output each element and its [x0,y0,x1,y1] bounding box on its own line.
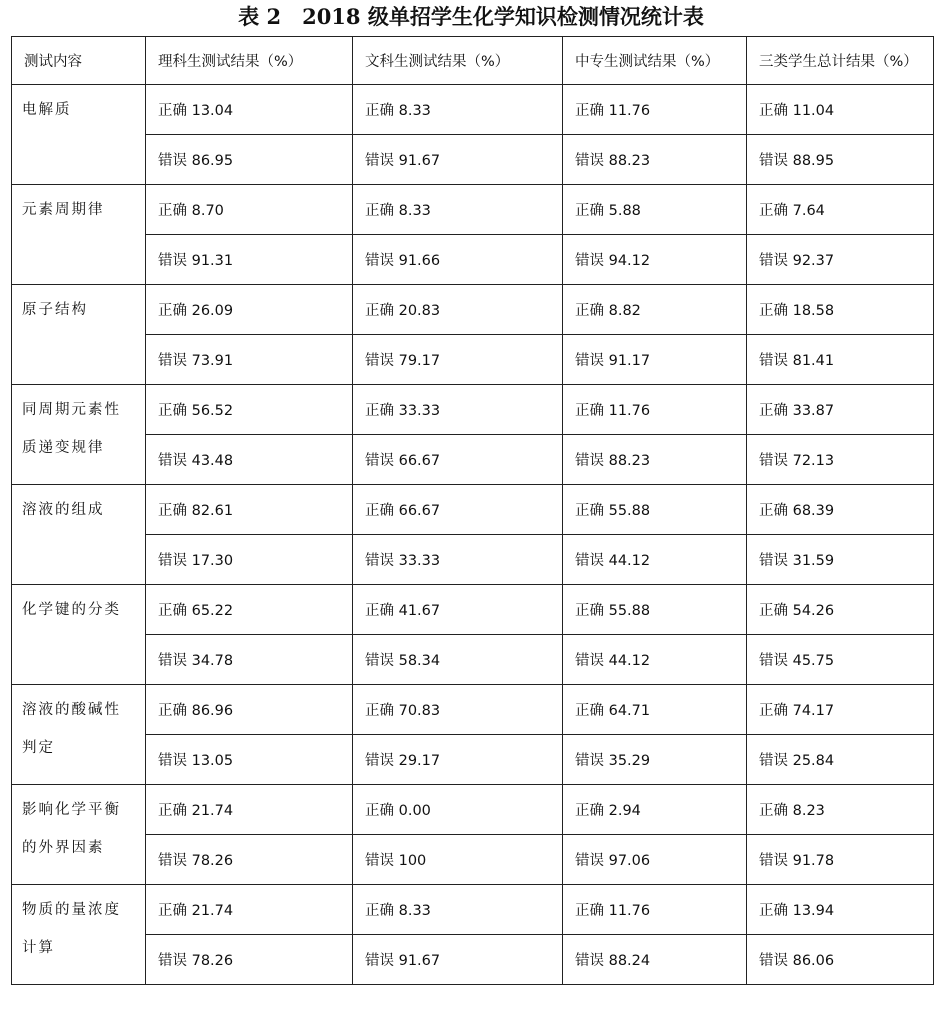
wrong-value-cell: 错误 45.75 [747,635,934,685]
wrong-value-cell: 错误 92.37 [747,235,934,285]
table-row [12,735,934,785]
wrong-value-cell: 错误 100 [353,835,563,885]
table-row [12,285,934,335]
topic-label: 的外界因素 [22,840,105,856]
topic-cell [12,485,146,585]
correct-value-cell: 正确 11.76 [563,85,747,135]
correct-value-cell: 正确 8.23 [747,785,934,835]
wrong-value-cell: 错误 35.29 [563,735,747,785]
topic-cell [12,785,146,885]
wrong-value-cell: 错误 34.78 [146,635,353,685]
wrong-value-cell: 错误 73.91 [146,335,353,385]
wrong-value-cell: 错误 58.34 [353,635,563,685]
header-total: 三类学生总计结果（%） [747,37,934,85]
topic-cell [12,85,146,185]
correct-value-cell: 正确 68.39 [747,485,934,535]
correct-value-cell: 正确 56.52 [146,385,353,435]
correct-value-cell: 正确 21.74 [146,785,353,835]
table-row [12,235,934,285]
correct-value-cell: 正确 13.04 [146,85,353,135]
correct-value-cell: 正确 11.76 [563,885,747,935]
wrong-value-cell: 错误 88.95 [747,135,934,185]
wrong-value-cell: 错误 66.67 [353,435,563,485]
correct-value-cell: 正确 54.26 [747,585,934,635]
correct-value-cell: 正确 5.88 [563,185,747,235]
topic-cell [12,685,146,785]
topic-label: 质递变规律 [22,440,105,456]
table-row [12,185,934,235]
correct-value-cell: 正确 33.87 [747,385,934,435]
correct-value-cell: 正确 65.22 [146,585,353,635]
table-row [12,135,934,185]
wrong-value-cell: 错误 91.67 [353,135,563,185]
wrong-value-cell: 错误 91.31 [146,235,353,285]
table-row [12,385,934,435]
table-title: 表 2 2018 级单招学生化学知识检测情况统计表 [238,4,704,29]
correct-value-cell: 正确 13.94 [747,885,934,935]
correct-value-cell: 正确 41.67 [353,585,563,635]
wrong-value-cell: 错误 91.67 [353,935,563,985]
correct-value-cell: 正确 20.83 [353,285,563,335]
wrong-value-cell: 错误 81.41 [747,335,934,385]
wrong-value-cell: 错误 88.23 [563,135,747,185]
wrong-value-cell: 错误 31.59 [747,535,934,585]
table-row [12,685,934,735]
table-row [12,485,934,535]
wrong-value-cell: 错误 79.17 [353,335,563,385]
correct-value-cell: 正确 33.33 [353,385,563,435]
topic-label: 影响化学平衡 [22,802,121,818]
table-row [12,635,934,685]
topic-label: 化学键的分类 [22,602,121,618]
wrong-value-cell: 错误 86.06 [747,935,934,985]
header-science: 理科生测试结果（%） [146,37,353,85]
table-row [12,785,934,835]
correct-value-cell: 正确 82.61 [146,485,353,535]
correct-value-cell: 正确 8.33 [353,185,563,235]
topic-cell [12,885,146,985]
table-row [12,935,934,985]
correct-value-cell: 正确 86.96 [146,685,353,735]
header-row [12,37,934,85]
correct-value-cell: 正确 8.33 [353,885,563,935]
wrong-value-cell: 错误 91.17 [563,335,747,385]
correct-value-cell: 正确 11.04 [747,85,934,135]
header-vocational: 中专生测试结果（%） [563,37,747,85]
statistics-table [11,36,934,985]
topic-label: 溶液的酸碱性 [22,702,121,718]
wrong-value-cell: 错误 78.26 [146,835,353,885]
topic-label: 同周期元素性 [22,402,121,418]
correct-value-cell: 正确 55.88 [563,485,747,535]
topic-label: 判定 [22,740,55,756]
table-row [12,535,934,585]
correct-value-cell: 正确 66.67 [353,485,563,535]
correct-value-cell: 正确 7.64 [747,185,934,235]
correct-value-cell: 正确 0.00 [353,785,563,835]
table-body [12,85,934,985]
topic-cell [12,585,146,685]
topic-label: 计算 [22,940,55,956]
table-row [12,335,934,385]
correct-value-cell: 正确 8.82 [563,285,747,335]
correct-value-cell: 正确 2.94 [563,785,747,835]
wrong-value-cell: 错误 88.24 [563,935,747,985]
wrong-value-cell: 错误 91.66 [353,235,563,285]
table-row [12,435,934,485]
table-row [12,885,934,935]
correct-value-cell: 正确 64.71 [563,685,747,735]
topic-cell [12,285,146,385]
table-row [12,835,934,885]
correct-value-cell: 正确 70.83 [353,685,563,735]
wrong-value-cell: 错误 43.48 [146,435,353,485]
correct-value-cell: 正确 8.33 [353,85,563,135]
wrong-value-cell: 错误 33.33 [353,535,563,585]
topic-label: 元素周期律 [22,202,105,218]
wrong-value-cell: 错误 72.13 [747,435,934,485]
correct-value-cell: 正确 55.88 [563,585,747,635]
wrong-value-cell: 错误 97.06 [563,835,747,885]
table-row [12,85,934,135]
wrong-value-cell: 错误 29.17 [353,735,563,785]
wrong-value-cell: 错误 88.23 [563,435,747,485]
correct-value-cell: 正确 74.17 [747,685,934,735]
correct-value-cell: 正确 11.76 [563,385,747,435]
wrong-value-cell: 错误 78.26 [146,935,353,985]
correct-value-cell: 正确 26.09 [146,285,353,335]
topic-label: 电解质 [22,102,72,118]
correct-value-cell: 正确 18.58 [747,285,934,335]
topic-cell [12,385,146,485]
wrong-value-cell: 错误 86.95 [146,135,353,185]
header-topic: 测试内容 [12,37,146,85]
topic-label: 物质的量浓度 [22,902,121,918]
table-row [12,585,934,635]
wrong-value-cell: 错误 13.05 [146,735,353,785]
topic-label: 溶液的组成 [22,502,105,518]
wrong-value-cell: 错误 25.84 [747,735,934,785]
correct-value-cell: 正确 8.70 [146,185,353,235]
wrong-value-cell: 错误 17.30 [146,535,353,585]
wrong-value-cell: 错误 94.12 [563,235,747,285]
correct-value-cell: 正确 21.74 [146,885,353,935]
wrong-value-cell: 错误 44.12 [563,535,747,585]
topic-label: 原子结构 [22,302,88,318]
header-liberal-arts: 文科生测试结果（%） [353,37,563,85]
wrong-value-cell: 错误 91.78 [747,835,934,885]
wrong-value-cell: 错误 44.12 [563,635,747,685]
topic-cell [12,185,146,285]
